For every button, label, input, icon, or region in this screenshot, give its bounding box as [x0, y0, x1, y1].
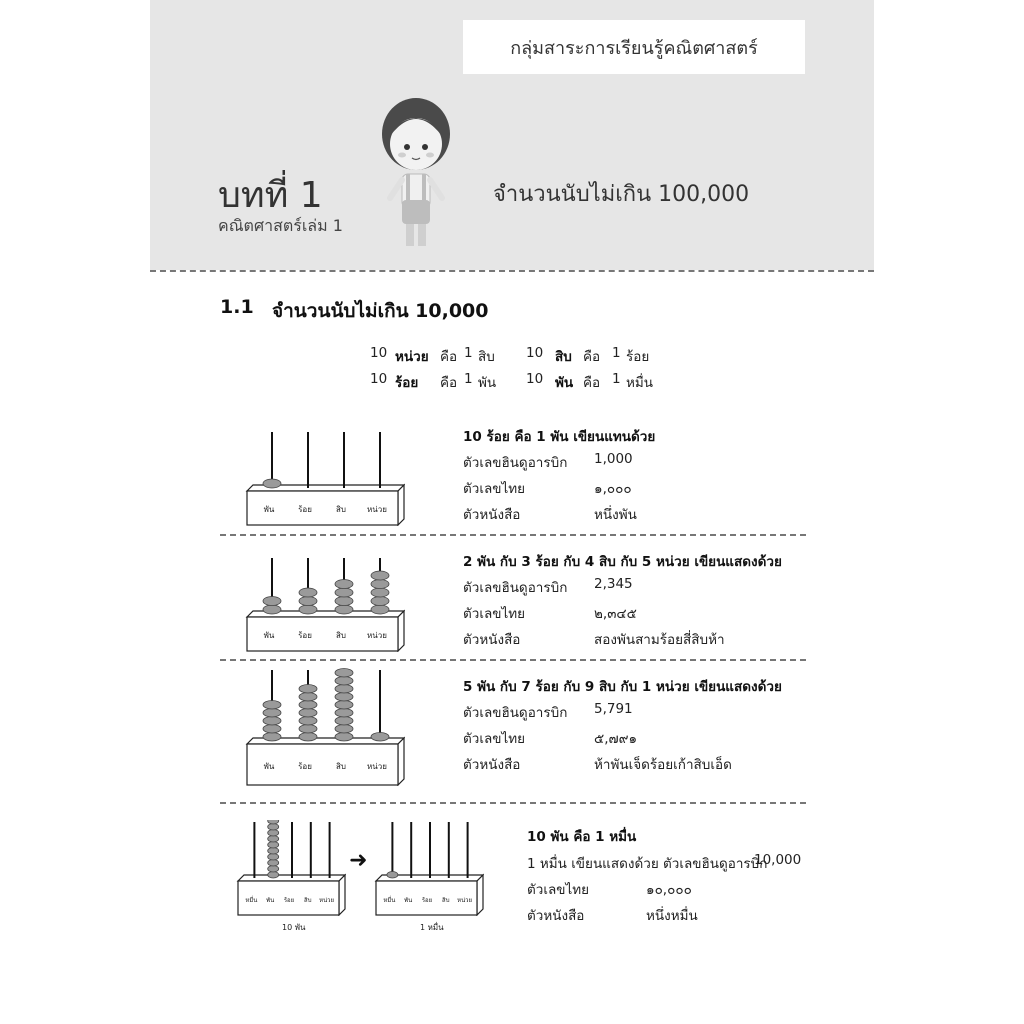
- abacus-bead: [387, 872, 398, 879]
- arabic-numeral-value: 5,791: [594, 701, 633, 717]
- thai-numeral-value: ๑,๐๐๐: [594, 481, 632, 497]
- words-label: ตัวหนังสือ: [527, 908, 585, 924]
- abacus-bead: [263, 725, 281, 734]
- abacus-place-label: หมื่น: [383, 897, 396, 904]
- section-divider: [220, 534, 806, 536]
- abacus-bead: [335, 669, 353, 678]
- arabic-numeral-label: ตัวเลขฮินดูอารบิก: [463, 705, 568, 721]
- abacus-example-1: [245, 430, 405, 526]
- subject-box: [463, 20, 805, 74]
- abacus-base-side: [477, 875, 483, 915]
- relation-unit: ร้อย: [626, 349, 650, 365]
- relation-is: คือ: [440, 375, 458, 391]
- thai-numeral-value: ๒,๓๔๕: [594, 606, 637, 622]
- arabic-numeral-label: ตัวเลขฮินดูอารบิก: [463, 455, 568, 471]
- arabic-numeral-value: 1,000: [594, 451, 633, 467]
- thai-numeral-value: ๕,๗๙๑: [594, 731, 638, 747]
- abacus-bead: [371, 733, 389, 742]
- arabic-numeral-label: ตัวเลขฮินดูอารบิก: [463, 580, 568, 596]
- relation-unit: สิบ: [478, 349, 495, 365]
- words-value: หนึ่งพัน: [594, 507, 637, 523]
- abacus-bead: [335, 677, 353, 686]
- abacus-example-3: [245, 668, 405, 786]
- thai-numeral-value: ๑๐,๐๐๐: [646, 882, 692, 898]
- words-value: ห้าพันเจ็ดร้อยเก้าสิบเอ็ด: [594, 757, 732, 773]
- abacus-bead: [371, 571, 389, 580]
- abacus-place-label: ร้อย: [421, 897, 433, 904]
- abacus-bead: [268, 836, 279, 843]
- abacus-bead: [268, 866, 279, 873]
- example-statement: 1 หมื่น เขียนแสดงด้วย ตัวเลขฮินดูอารบิก: [527, 856, 768, 872]
- abacus-bead: [335, 701, 353, 710]
- abacus-bead: [299, 605, 317, 614]
- abacus-example-2: [245, 556, 405, 652]
- abacus-place-label: พัน: [263, 631, 275, 640]
- abacus-place-label: พัน: [266, 897, 275, 904]
- abacus-place-label: ร้อย: [298, 505, 312, 514]
- abacus-bead: [371, 597, 389, 606]
- arabic-numeral-value: 2,345: [594, 576, 633, 592]
- abacus-bead: [299, 588, 317, 597]
- section-divider: [220, 659, 806, 661]
- abacus-bead: [371, 580, 389, 589]
- relation-unit: หน่วย: [395, 349, 429, 365]
- abacus-bead: [335, 580, 353, 589]
- abacus-bead: [371, 605, 389, 614]
- abacus-bead: [335, 717, 353, 726]
- abacus-base-side: [398, 611, 404, 651]
- abacus-bead: [335, 685, 353, 694]
- abacus-place-label: หน่วย: [319, 897, 335, 904]
- abacus-bead: [263, 709, 281, 718]
- abacus-place-label: หน่วย: [457, 897, 473, 904]
- abacus-bead: [263, 479, 281, 488]
- abacus-bead: [335, 693, 353, 702]
- abacus-bead: [263, 701, 281, 710]
- abacus-place-label: พัน: [263, 762, 275, 772]
- thai-numeral-label: ตัวเลขไทย: [463, 481, 526, 497]
- abacus-bead: [299, 701, 317, 710]
- abacus-place-label: หมื่น: [245, 897, 258, 904]
- section-divider: [220, 802, 806, 804]
- words-label: ตัวหนังสือ: [463, 632, 521, 648]
- relation-unit: พัน: [555, 375, 574, 391]
- example-heading: 5 พัน กับ 7 ร้อย กับ 9 สิบ กับ 1 หน่วย เขียนแสดงด้วย: [463, 679, 782, 695]
- abacus-bead: [299, 717, 317, 726]
- abacus-ten-thousands-right: [374, 820, 484, 916]
- abacus-bead: [335, 725, 353, 734]
- header-divider: [150, 270, 874, 272]
- relation-unit: สิบ: [555, 349, 572, 365]
- abacus-place-label: ร้อย: [298, 762, 312, 772]
- relation-number: 10: [370, 371, 388, 387]
- abacus-bead: [371, 588, 389, 597]
- abacus-bead: [335, 733, 353, 742]
- subject-label: กลุ่มสาระการเรียนรู้คณิตศาสตร์: [510, 37, 758, 59]
- abacus-bead: [335, 597, 353, 606]
- abacus-bead: [299, 709, 317, 718]
- abacus-bead: [299, 693, 317, 702]
- abacus-place-label: สิบ: [336, 762, 346, 772]
- abacus-base-side: [398, 738, 404, 785]
- abacus-bead: [268, 860, 279, 867]
- abacus-bead: [268, 848, 279, 855]
- example-heading: 10 พัน คือ 1 หมื่น: [527, 829, 637, 845]
- abacus-bead: [263, 733, 281, 742]
- abacus-caption-left: 10 พัน: [282, 923, 306, 932]
- relation-number: 10: [526, 371, 544, 387]
- arabic-numeral-value: 10,000: [754, 852, 802, 868]
- relation-number: 1: [612, 371, 621, 387]
- abacus-bead: [268, 824, 279, 831]
- abacus-bead: [263, 605, 281, 614]
- relation-number: 10: [370, 345, 388, 361]
- relation-unit: ร้อย: [395, 375, 419, 391]
- thai-numeral-label: ตัวเลขไทย: [463, 731, 526, 747]
- abacus-bead: [268, 820, 279, 824]
- abacus-bead: [268, 854, 279, 861]
- section-number: 1.1: [220, 296, 254, 318]
- abacus-place-label: พัน: [404, 897, 413, 904]
- abacus-place-label: ร้อย: [298, 631, 312, 640]
- abacus-caption-right: 1 หมื่น: [420, 923, 444, 932]
- abacus-place-label: สิบ: [336, 631, 346, 640]
- abacus-bead: [299, 685, 317, 694]
- relation-number: 10: [526, 345, 544, 361]
- relation-is: คือ: [583, 375, 601, 391]
- words-value: สองพันสามร้อยสี่สิบห้า: [594, 632, 725, 648]
- abacus-base-side: [398, 485, 404, 525]
- abacus-place-label: ร้อย: [283, 897, 295, 904]
- abacus-place-label: หน่วย: [367, 505, 387, 514]
- example-heading: 10 ร้อย คือ 1 พัน เขียนแทนด้วย: [463, 429, 656, 445]
- relation-unit: พัน: [478, 375, 497, 391]
- words-label: ตัวหนังสือ: [463, 507, 521, 523]
- arrow-right-icon: ➜: [349, 848, 368, 873]
- relation-number: 1: [612, 345, 621, 361]
- abacus-bead: [268, 872, 279, 879]
- abacus-bead: [299, 725, 317, 734]
- girl-mascot-illustration: [376, 92, 456, 252]
- abacus-base-side: [339, 875, 345, 915]
- chapter-topic: จำนวนนับไม่เกิน 100,000: [493, 182, 750, 207]
- abacus-place-label: สิบ: [336, 505, 346, 514]
- abacus-place-label: สิบ: [442, 897, 450, 904]
- abacus-bead: [335, 605, 353, 614]
- thai-numeral-label: ตัวเลขไทย: [527, 882, 590, 898]
- abacus-bead: [299, 597, 317, 606]
- relation-unit: หมื่น: [626, 375, 654, 391]
- abacus-bead: [335, 709, 353, 718]
- abacus-bead: [299, 733, 317, 742]
- chapter-title: บทที่ 1: [218, 175, 323, 216]
- words-value: หนึ่งหมื่น: [646, 908, 698, 924]
- abacus-place-label: หน่วย: [367, 762, 387, 772]
- abacus-bead: [263, 717, 281, 726]
- relation-is: คือ: [440, 349, 458, 365]
- relation-number: 1: [464, 345, 473, 361]
- abacus-ten-thousands-left: [236, 820, 346, 916]
- relation-is: คือ: [583, 349, 601, 365]
- abacus-bead: [335, 588, 353, 597]
- abacus-bead: [268, 830, 279, 837]
- words-label: ตัวหนังสือ: [463, 757, 521, 773]
- abacus-bead: [263, 597, 281, 606]
- example-heading: 2 พัน กับ 3 ร้อย กับ 4 สิบ กับ 5 หน่วย เขียนแสดงด้วย: [463, 554, 782, 570]
- chapter-subtitle: คณิตศาสตร์เล่ม 1: [218, 216, 343, 235]
- abacus-place-label: พัน: [263, 505, 275, 514]
- relation-number: 1: [464, 371, 473, 387]
- section-title: จำนวนนับไม่เกิน 10,000: [272, 300, 489, 322]
- thai-numeral-label: ตัวเลขไทย: [463, 606, 526, 622]
- abacus-place-label: สิบ: [304, 897, 312, 904]
- abacus-place-label: หน่วย: [367, 631, 387, 640]
- abacus-bead: [268, 842, 279, 849]
